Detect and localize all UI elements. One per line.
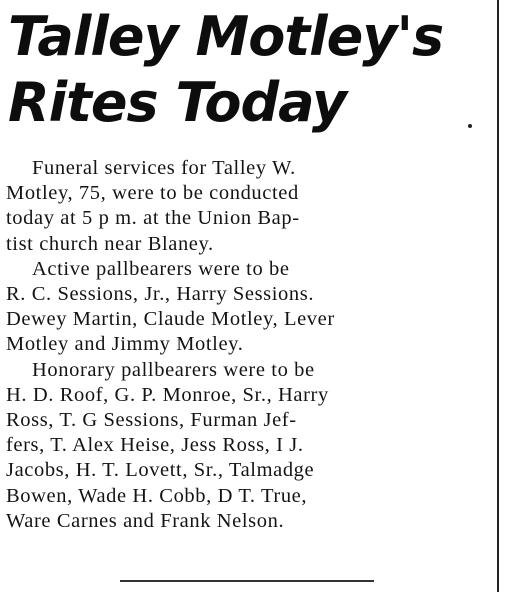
text-line: Bowen, Wade H. Cobb, D T. True, (6, 484, 308, 507)
text-line: Motley, 75, were to be conducted (6, 182, 299, 205)
text-line: H. D. Roof, G. P. Monroe, Sr., Harry (6, 383, 329, 406)
column-rule (497, 0, 499, 592)
paragraph-services (6, 156, 492, 257)
text-line: Ross, T. G Sessions, Furman Jef- (6, 409, 297, 432)
headline-line-2: Rites Today (8, 71, 347, 134)
text-line: Jacobs, H. T. Lovett, Sr., Talmadge (6, 459, 315, 482)
headline (8, 4, 488, 136)
text-line: Honorary pallbearers were to be (32, 358, 315, 381)
text-line: Active pallbearers were to be (32, 257, 290, 280)
text-line: tist church near Blaney. (6, 232, 214, 255)
headline-line-1: Talley Motley's (8, 5, 444, 68)
paragraph-active-pallbearers (6, 257, 492, 358)
text-line: Motley and Jimmy Motley. (6, 333, 244, 356)
text-line: Ware Carnes and Frank Nelson. (6, 509, 285, 532)
text-line: R. C. Sessions, Jr., Harry Sessions. (6, 283, 315, 306)
text-line: Dewey Martin, Claude Motley, Lever (6, 308, 335, 331)
ink-speck (468, 124, 472, 128)
text-line: Funeral services for Talley W. (32, 157, 296, 179)
end-rule (120, 580, 374, 582)
paragraph-honorary-pallbearers (6, 358, 492, 534)
text-line: fers, T. Alex Heise, Jess Ross, I J. (6, 434, 304, 457)
article-body (6, 156, 492, 534)
text-line: today at 5 p m. at the Union Bap- (6, 207, 300, 230)
